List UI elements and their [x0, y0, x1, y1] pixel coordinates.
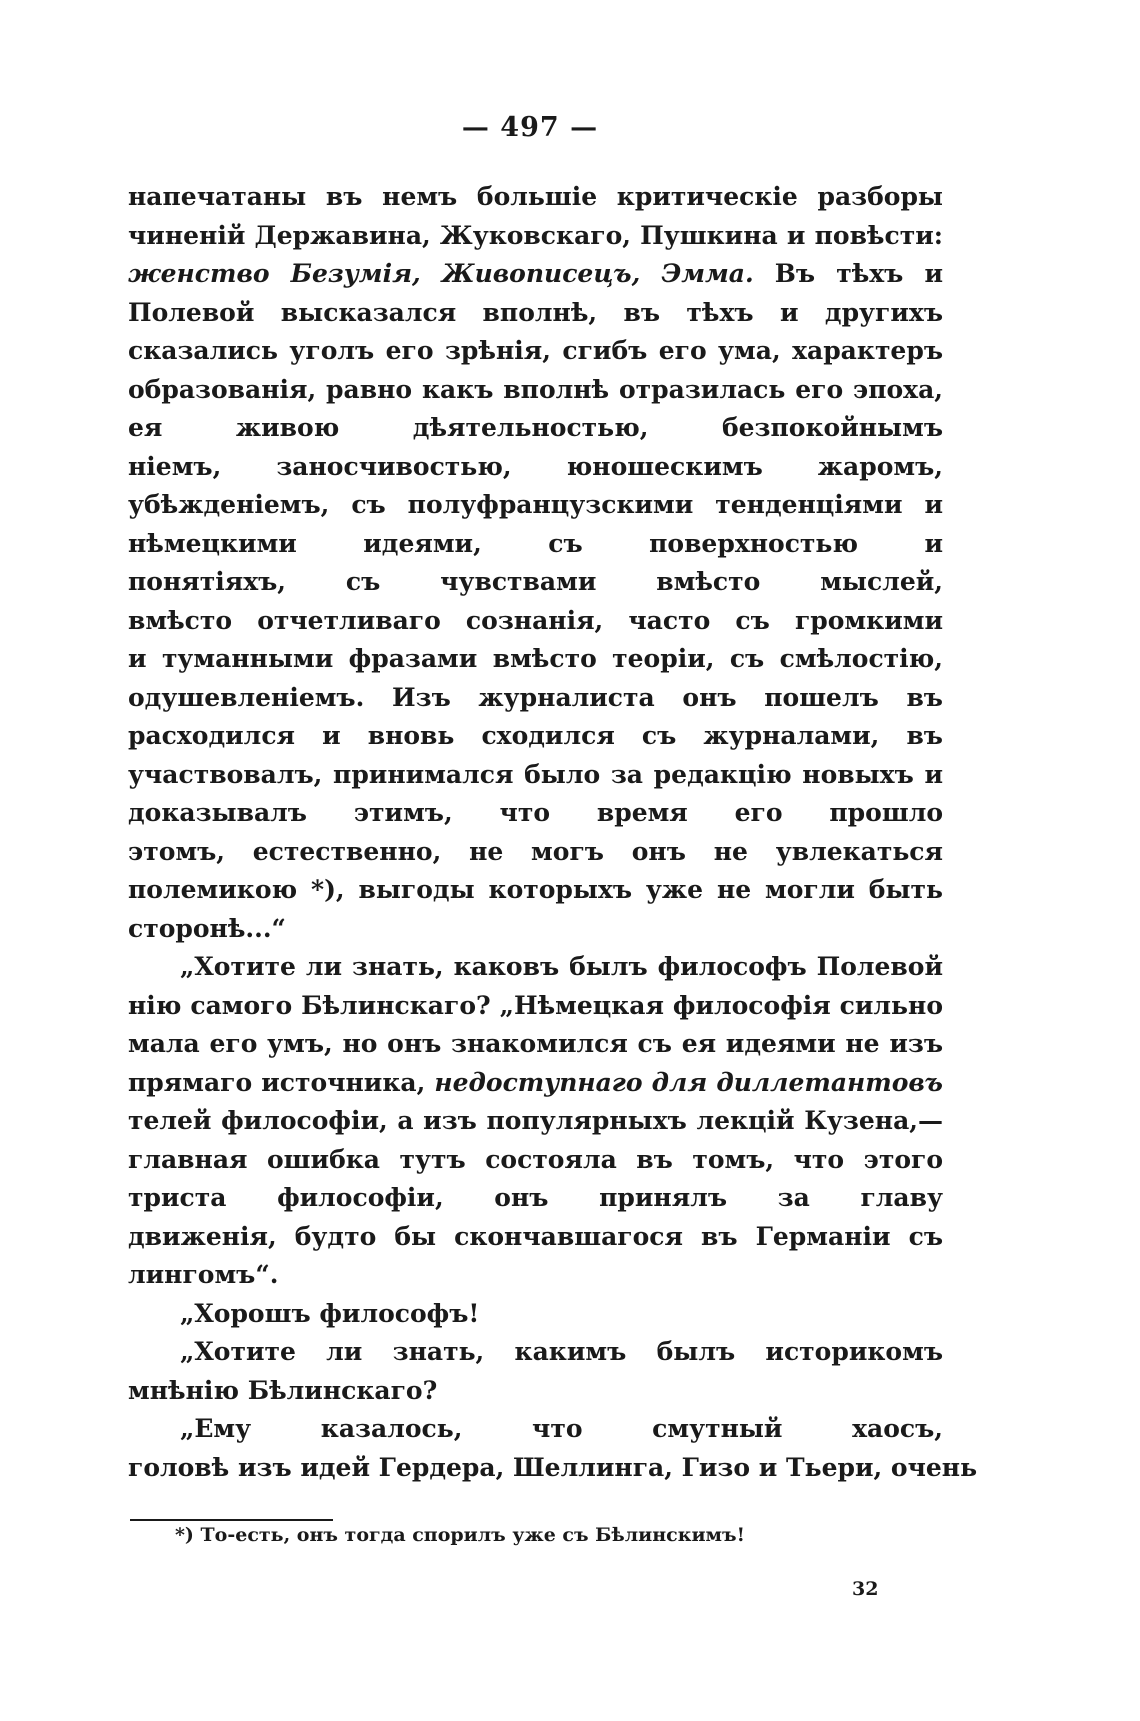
text-run: движенія, будто бы скончавшагося въ Германіи съ — [128, 1221, 943, 1251]
text-run: сторонѣ...“ — [128, 913, 286, 943]
text-run: полемикою *), выгоды которыхъ уже не могли быть — [128, 875, 943, 904]
text-run: сказались уголъ его зрѣнія, сгибъ его ума, характеръ — [128, 336, 943, 365]
text-line — [128, 1372, 943, 1411]
text-line — [128, 1141, 943, 1180]
text-run: головѣ изъ идей Гердера, Шеллинга, Гизо и Тьери, очень — [128, 1452, 978, 1482]
text-line — [128, 1218, 943, 1257]
paragraph — [128, 178, 943, 948]
text-line — [128, 833, 943, 872]
text-run: телей философіи, а изъ популярныхъ лекцій Кузена,— — [128, 1106, 943, 1135]
text-run: одушевленіемъ. Изъ журналиста онъ пошелъ въ — [128, 682, 943, 712]
text-line — [128, 486, 943, 525]
text-run: Полевой высказался вполнѣ, въ тѣхъ и другихъ — [128, 297, 943, 327]
text-run: убѣжденіемъ, съ полуфранцузскими тенденціями и — [128, 490, 943, 519]
text-line — [128, 717, 943, 756]
text-line — [128, 640, 943, 679]
text-line — [128, 1025, 943, 1064]
text-run: триста философіи, онъ принялъ за главу — [128, 1183, 943, 1212]
text-line — [128, 294, 943, 333]
text-run: нѣмецкими идеями, съ поверхностью и — [128, 528, 943, 558]
text-line — [128, 756, 943, 795]
paragraph — [128, 1333, 943, 1410]
text-run: мала его умъ, но онъ знакомился съ ея идеями не изъ — [128, 1029, 943, 1058]
text-run: этомъ, естественно, не могъ онъ не увлекаться — [128, 836, 943, 866]
text-line — [128, 332, 943, 371]
text-run: чиненій Державина, Жуковскаго, Пушкина и повѣсти: — [128, 220, 943, 250]
text-line — [128, 602, 943, 641]
text-line — [128, 1064, 943, 1103]
footnote-separator — [130, 1519, 333, 1521]
text-run: понятіяхъ, съ чувствами вмѣсто мыслей, — [128, 567, 943, 596]
text-run: и туманными фразами вмѣсто теоріи, съ смѣлостію, — [128, 644, 943, 673]
text-run: доказывалъ этимъ, что время его прошло — [128, 798, 943, 827]
text-run: Въ тѣхъ и — [774, 259, 943, 288]
paragraph — [128, 948, 943, 1295]
text-run: „Хотите ли знать, какимъ былъ историкомъ — [180, 1337, 943, 1366]
text-line — [128, 948, 943, 987]
text-run: расходился и вновь сходился съ журналами, въ — [128, 721, 943, 750]
text-run: главная ошибка тутъ состояла въ томъ, что этого — [128, 1144, 943, 1174]
text-line — [128, 217, 943, 256]
text-line — [128, 679, 943, 718]
text-line — [128, 255, 943, 294]
text-run: „Хотите ли знать, каковъ былъ философъ Полевой — [180, 952, 943, 981]
text-line — [128, 794, 943, 833]
italic-run: недоступнаго для диллетантовъ — [434, 1067, 943, 1097]
text-line — [128, 1410, 943, 1449]
footnote: *) То-есть, онъ тогда спорилъ уже съ Бѣлинскимъ! — [175, 1524, 745, 1546]
italic-run: женство Безумія, Живописецъ, Эмма. — [128, 259, 754, 288]
signature-mark: 32 — [852, 1578, 879, 1600]
text-run: участвовалъ, принимался было за редакцію новыхъ и — [128, 759, 943, 789]
text-line — [128, 871, 943, 910]
text-line — [128, 525, 943, 564]
text-line — [128, 1449, 978, 1488]
paragraph — [128, 1410, 978, 1487]
text-run: вмѣсто отчетливаго сознанія, часто съ громкими — [128, 605, 943, 635]
text-run: ніемъ, заносчивостью, юношескимъ жаромъ, — [128, 451, 943, 481]
text-line — [128, 1102, 943, 1141]
text-line — [128, 371, 943, 410]
text-line — [128, 563, 943, 602]
page-body-text — [128, 178, 978, 1487]
text-line — [128, 987, 943, 1026]
text-line — [128, 1179, 943, 1218]
text-run: напечатаны въ немъ большіе критическіе разборы — [128, 182, 943, 211]
text-line — [128, 178, 943, 217]
text-run: „Ему казалось, что смутный хаосъ, — [180, 1414, 943, 1443]
text-run: образованія, равно какъ вполнѣ отразилась его эпоха, — [128, 374, 943, 404]
text-run: лингомъ“. — [128, 1260, 279, 1289]
paragraph — [128, 1295, 943, 1334]
text-line — [128, 910, 943, 949]
text-line — [128, 448, 943, 487]
text-run: ея живою дѣятельностью, безпокойнымъ — [128, 413, 943, 442]
text-line — [128, 1295, 943, 1334]
text-run: прямаго источника, — [128, 1067, 435, 1097]
text-line — [128, 1333, 943, 1372]
text-run: нію самого Бѣлинскаго? „Нѣмецкая философія сильно — [128, 990, 943, 1020]
text-run: „Хорошъ философъ! — [180, 1298, 480, 1328]
text-line — [128, 1256, 943, 1295]
text-line — [128, 409, 943, 448]
text-run: мнѣнію Бѣлинскаго? — [128, 1375, 438, 1405]
page-number: — 497 — — [461, 112, 599, 143]
